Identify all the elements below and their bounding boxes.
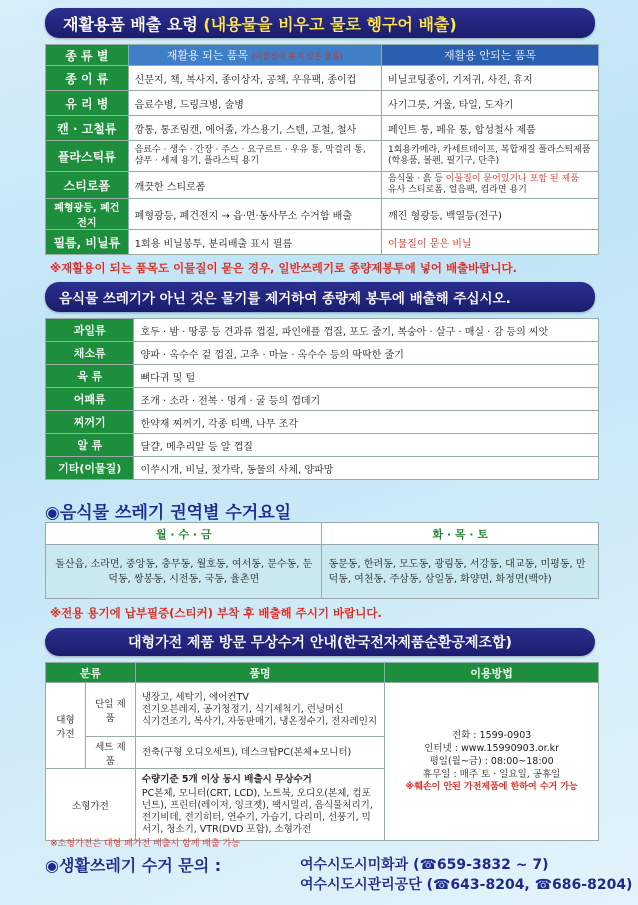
appliance-banner (45, 628, 595, 656)
category-cell: 육 류 (46, 365, 134, 388)
holiday-info: 휴무일 : 매주 토 · 일요일, 공휴일 (422, 769, 561, 780)
category-cell: 스티로폼 (46, 172, 129, 199)
table-row (46, 230, 599, 255)
appliance-table (45, 662, 599, 841)
recycle-banner (45, 8, 595, 38)
items-cell: 이쑤시개, 비닐, 젓가락, 동물의 사체, 양파망 (134, 457, 599, 480)
items-cell: 한약재 찌꺼기, 각종 티백, 나무 조각 (134, 411, 599, 434)
col-recyclable-header: 재활용 되는 품목 (이물질이 묻지 않은 물품) (128, 45, 381, 66)
weekday-hours: 평일(월~금) : 08:00~18:00 (429, 756, 554, 767)
small-appliance-items (135, 769, 384, 841)
nonrecyclable-cell: 페인트 통, 페유 통, 합성철사 제품 (381, 116, 598, 141)
set-product-label: 세트 제품 (85, 737, 135, 769)
appliance-items-header: 품명 (135, 663, 384, 683)
tel-1: (☎659-3832 ~ 7) (413, 857, 549, 873)
table-row (46, 365, 599, 388)
schedule-table (45, 522, 599, 599)
table-row (46, 411, 599, 434)
recyclable-cell: 1회용 비닐봉투, 분리배출 표시 필름 (128, 230, 381, 255)
recyclable-cell: 폐형광등, 폐건전지 → 읍·면·동사무소 수거함 배출 (128, 199, 381, 230)
table-row (46, 91, 599, 116)
category-cell: 플라스틱류 (46, 141, 129, 172)
tel-2: (☎643-8204, ☎686-8204) (426, 877, 633, 893)
food-waste-table (45, 318, 599, 480)
dept-1: 여수시도시미화과 (300, 857, 409, 873)
nonrecyclable-cell: 1회용카메라, 카세트테이프, 복합재질 플라스틱제품(학용품, 볼펜, 필기구, 단추) (381, 141, 598, 172)
food-banner (45, 282, 595, 312)
recyclable-cell: 깨끗한 스티로폼 (128, 172, 381, 199)
items-cell: 달걀, 메추리알 등 알 껍질 (134, 434, 599, 457)
category-cell: 필름, 비닐류 (46, 230, 129, 255)
category-cell: 알 류 (46, 434, 134, 457)
table-row (46, 116, 599, 141)
contact-line-2 (300, 874, 632, 894)
small-appliance-note: ※소형가전은 대형 폐가전 배출시 함께 배출 가능 (50, 839, 240, 849)
table-row (46, 172, 599, 199)
category-cell: 과일류 (46, 319, 134, 342)
nonrecyclable-cell: 비닐코팅종이, 기저귀, 사진, 휴지 (381, 66, 598, 91)
appliance-banner-title: 대형가전 제품 방문 무상수거 안내(한국전자제품순환공제조합) (128, 635, 512, 651)
table-row (46, 141, 599, 172)
recycle-banner-title: 재활용품 배출 요령 (63, 14, 198, 34)
category-cell: 채소류 (46, 342, 134, 365)
warning-sticker: ※전용 용기에 납부필증(스티커) 부착 후 배출해 주시기 바랍니다. (50, 606, 382, 620)
recyclable-note: (이물질이 묻지 않은 물품) (251, 52, 343, 61)
contact-label: ◉생활쓰레기 수거 문의 : (45, 856, 222, 875)
category-cell: 어패류 (46, 388, 134, 411)
recyclable-cell: 음료수병, 드링크병, 술병 (128, 91, 381, 116)
table-row (46, 342, 599, 365)
recyclable-cell: 깡통, 통조림캔, 에어졸, 가스용기, 스텐, 고철, 철사 (128, 116, 381, 141)
appliance-method-header: 이용방법 (385, 663, 599, 683)
usage-info (385, 683, 599, 841)
large-appliance-label: 대형 가전 (46, 683, 86, 769)
category-cell: 유 리 병 (46, 91, 129, 116)
small-appliance-list: PC본체, 모니터(CRT, LCD), 노트북, 오디오(본체, 컴포넌트), 프린터(레이저, 잉크젯), 팩시밀리, 음식물처리기, 전기비데, 전기히터, 연수기, 가습기, 다리미, 선풍기, 믹서기, 청소기, VTR(DVD 포함), 소형가전 (141, 787, 373, 835)
col-category-header: 종 류 별 (46, 45, 129, 66)
items-cell: 양파 · 옥수수 겉 껍질, 고추 · 마늘 · 옥수수 등의 딱딱한 줄기 (134, 342, 599, 365)
recyclable-cell: 신문지, 책, 복사지, 종이상자, 공책, 우유팩, 종이컵 (128, 66, 381, 91)
warning-foreign-matter: ※재활용이 되는 품목도 이물질이 묻은 경우, 일반쓰레기로 종량제봉투에 넣어 배출바랍니다. (50, 261, 517, 275)
items-cell: 조개 · 소라 · 전복 · 멍게 · 굴 등의 껍데기 (134, 388, 599, 411)
recycle-banner-highlight: (내용물을 비우고 물로 헹구어 배출) (203, 14, 457, 34)
nonrecyclable-cell: 이물질이 묻은 비닐 (381, 230, 598, 255)
food-banner-title: 음식물 쓰레기가 아닌 것은 물기를 제거하여 종량제 봉투에 배출해 주십시오. (59, 291, 511, 307)
phone-number: 전화 : 1599-0903 (451, 730, 532, 741)
table-row (46, 388, 599, 411)
single-product-items: 냉장고, 세탁기, 에어컨TV 전기오븐레지, 공기청정기, 식기세척기, 런닝머신 식기건조기, 복사기, 자동판매기, 냉온정수기, 전자레인지 (135, 683, 384, 737)
table-row (46, 457, 599, 480)
schedule-col1-header: 월 · 수 · 금 (46, 523, 322, 545)
schedule-col2-body: 동문동, 한려동, 모도동, 광림동, 서강동, 대교동, 미평동, 만덕동, 여천동, 주삼동, 삼일동, 화양면, 화정면(백야) (322, 545, 599, 599)
schedule-col1-body: 돌산읍, 소라면, 중앙동, 충무동, 월호동, 여서동, 문수동, 둔덕동, 쌍봉동, 시전동, 국동, 율촌면 (46, 545, 322, 599)
table-row (46, 199, 599, 230)
items-cell: 뼈다귀 및 털 (134, 365, 599, 388)
category-cell: 찌꺼기 (46, 411, 134, 434)
recycle-table (45, 44, 599, 255)
set-product-items: 전축(구형 오디오세트), 데스크탑PC(본체+모니터) (135, 737, 384, 769)
category-cell: 캔 · 고철류 (46, 116, 129, 141)
schedule-title: ◉음식물 쓰레기 권역별 수거요일 (45, 503, 292, 523)
nonrecyclable-cell: 사기그릇, 거울, 타일, 도자기 (381, 91, 598, 116)
category-cell: 폐형광등, 폐건전지 (46, 199, 129, 230)
small-appliance-head: 수량기준 5개 이상 동시 배출시 무상수거 (141, 773, 312, 785)
small-appliance-label: 소형가전 (46, 769, 136, 841)
schedule-col2-header: 화 · 목 · 토 (322, 523, 599, 545)
dept-2: 여수시도시관리공단 (300, 877, 422, 893)
nonrecyclable-cell: 깨진 형광등, 백열등(전구) (381, 199, 598, 230)
appliance-category-header: 분류 (46, 663, 136, 683)
items-cell: 호두 · 밤 · 땅콩 등 견과류 껍질, 파인애플 껍질, 포도 줄기, 복숭아 · 살구 · 매실 · 감 등의 씨앗 (134, 319, 599, 342)
recyclable-cell: 음료수 · 생수 · 간장 · 주스 · 요구르트 · 우유 통, 막걸리 통, 샴푸 · 세제 용기, 플라스틱 용기 (128, 141, 381, 172)
category-cell: 기타(이물질) (46, 457, 134, 480)
contact-line-1 (300, 854, 549, 874)
table-row (46, 434, 599, 457)
internet-address: 인터넷 : www.15990903.or.kr (424, 743, 560, 754)
damage-note: ※훼손이 안된 가전제품에 한하여 수거 가능 (405, 782, 578, 792)
table-row (46, 319, 599, 342)
col-nonrecyclable-header: 재활용 안되는 품목 (381, 45, 598, 66)
nonrecyclable-cell: 음식물 · 흙 등 이물질이 묻어있거나 포함 된 제품 유사 스티로폼, 얼음팩, 컵라면 용기 (381, 172, 598, 199)
category-cell: 종 이 류 (46, 66, 129, 91)
single-product-label: 단일 제품 (85, 683, 135, 737)
table-row (46, 66, 599, 91)
